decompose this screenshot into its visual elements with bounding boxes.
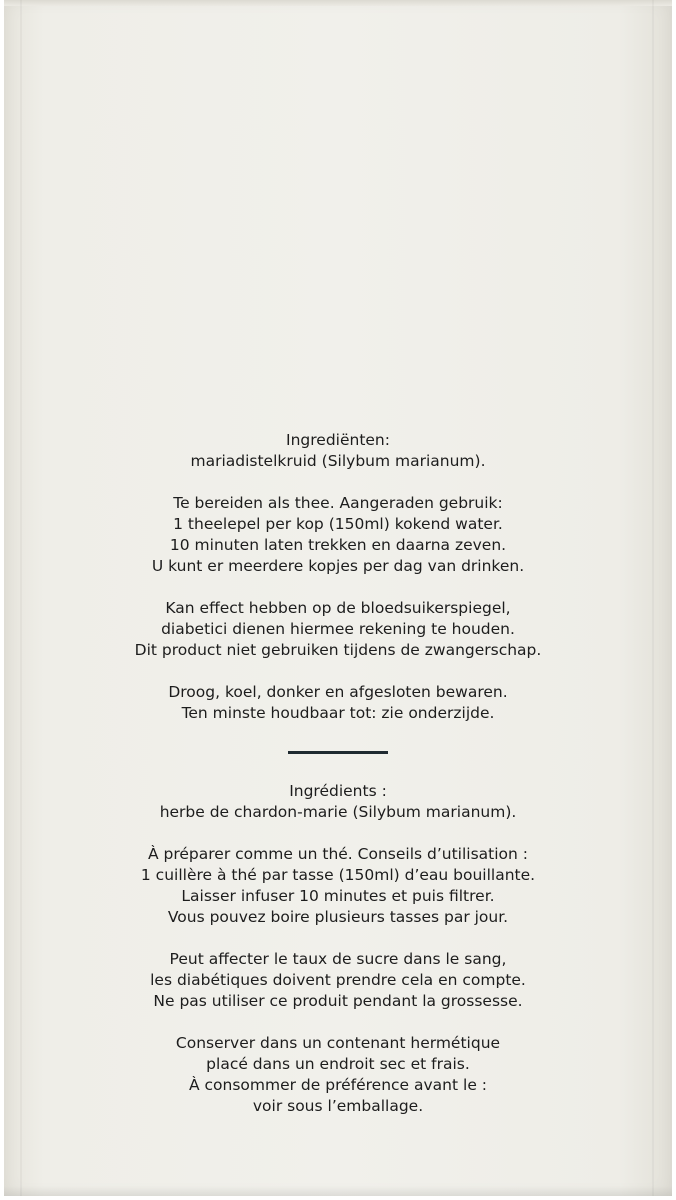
dutch-storage-block — [0, 682, 676, 724]
french-storage-line: Conserver dans un contenant hermétique — [175, 1034, 501, 1052]
dutch-warning-line: diabetici dienen hiermee rekening te houden. — [161, 620, 515, 638]
dutch-storage-line: Droog, koel, donker en afgesloten bewaren. — [168, 683, 508, 701]
french-preparation-line: Laisser infuser 10 minutes et puis filtrer. — [181, 887, 495, 905]
french-warning-line: Ne pas utiliser ce produit pendant la grossesse. — [153, 992, 523, 1010]
french-warning-block — [0, 949, 676, 1012]
dutch-warning-line: Kan effect hebben op de bloedsuikerspiegel, — [165, 599, 511, 617]
dutch-warning-line: Dit product niet gebruiken tijdens de zwangerschap. — [134, 641, 542, 659]
dutch-ingredients-block — [0, 430, 676, 472]
dutch-preparation-line: U kunt er meerdere kopjes per dag van drinken. — [151, 557, 525, 575]
french-preparation-line: 1 cuillère à thé par tasse (150ml) d’eau bouillante. — [140, 866, 536, 884]
dutch-preparation-line: 1 theelepel per kop (150ml) kokend water. — [173, 515, 503, 533]
french-ingredients-block — [0, 781, 676, 823]
french-ingredients-text: herbe de chardon-marie (Silybum marianum). — [159, 803, 517, 821]
dutch-ingredients-heading: Ingrediënten: — [286, 431, 390, 449]
french-storage-line: placé dans un endroit sec et frais. — [206, 1055, 470, 1073]
french-preparation-line: Vous pouvez boire plusieurs tasses par jour. — [167, 908, 509, 926]
french-storage-block — [0, 1033, 676, 1117]
bag-bottom-edge — [4, 1186, 672, 1196]
french-preparation-line: À préparer comme un thé. Conseils d’utilisation : — [147, 845, 529, 863]
dutch-storage-line: Ten minste houdbaar tot: zie onderzijde. — [181, 704, 495, 722]
dutch-preparation-line: 10 minuten laten trekken en daarna zeven. — [169, 536, 507, 554]
printed-label — [0, 430, 676, 1117]
french-preparation-block — [0, 844, 676, 928]
bag-top-fold — [4, 0, 672, 6]
french-warning-line: les diabétiques doivent prendre cela en compte. — [150, 971, 526, 989]
dutch-warning-block — [0, 598, 676, 661]
french-storage-line: À consommer de préférence avant le : — [188, 1076, 488, 1094]
dutch-preparation-line: Te bereiden als thee. Aangeraden gebruik: — [173, 494, 503, 512]
french-storage-line: voir sous l’emballage. — [252, 1097, 424, 1115]
french-warning-line: Peut affecter le taux de sucre dans le sang, — [169, 950, 507, 968]
french-ingredients-heading: Ingrédients : — [289, 782, 387, 800]
dutch-preparation-block — [0, 493, 676, 577]
dutch-ingredients-text: mariadistelkruid (Silybum marianum). — [190, 452, 486, 470]
